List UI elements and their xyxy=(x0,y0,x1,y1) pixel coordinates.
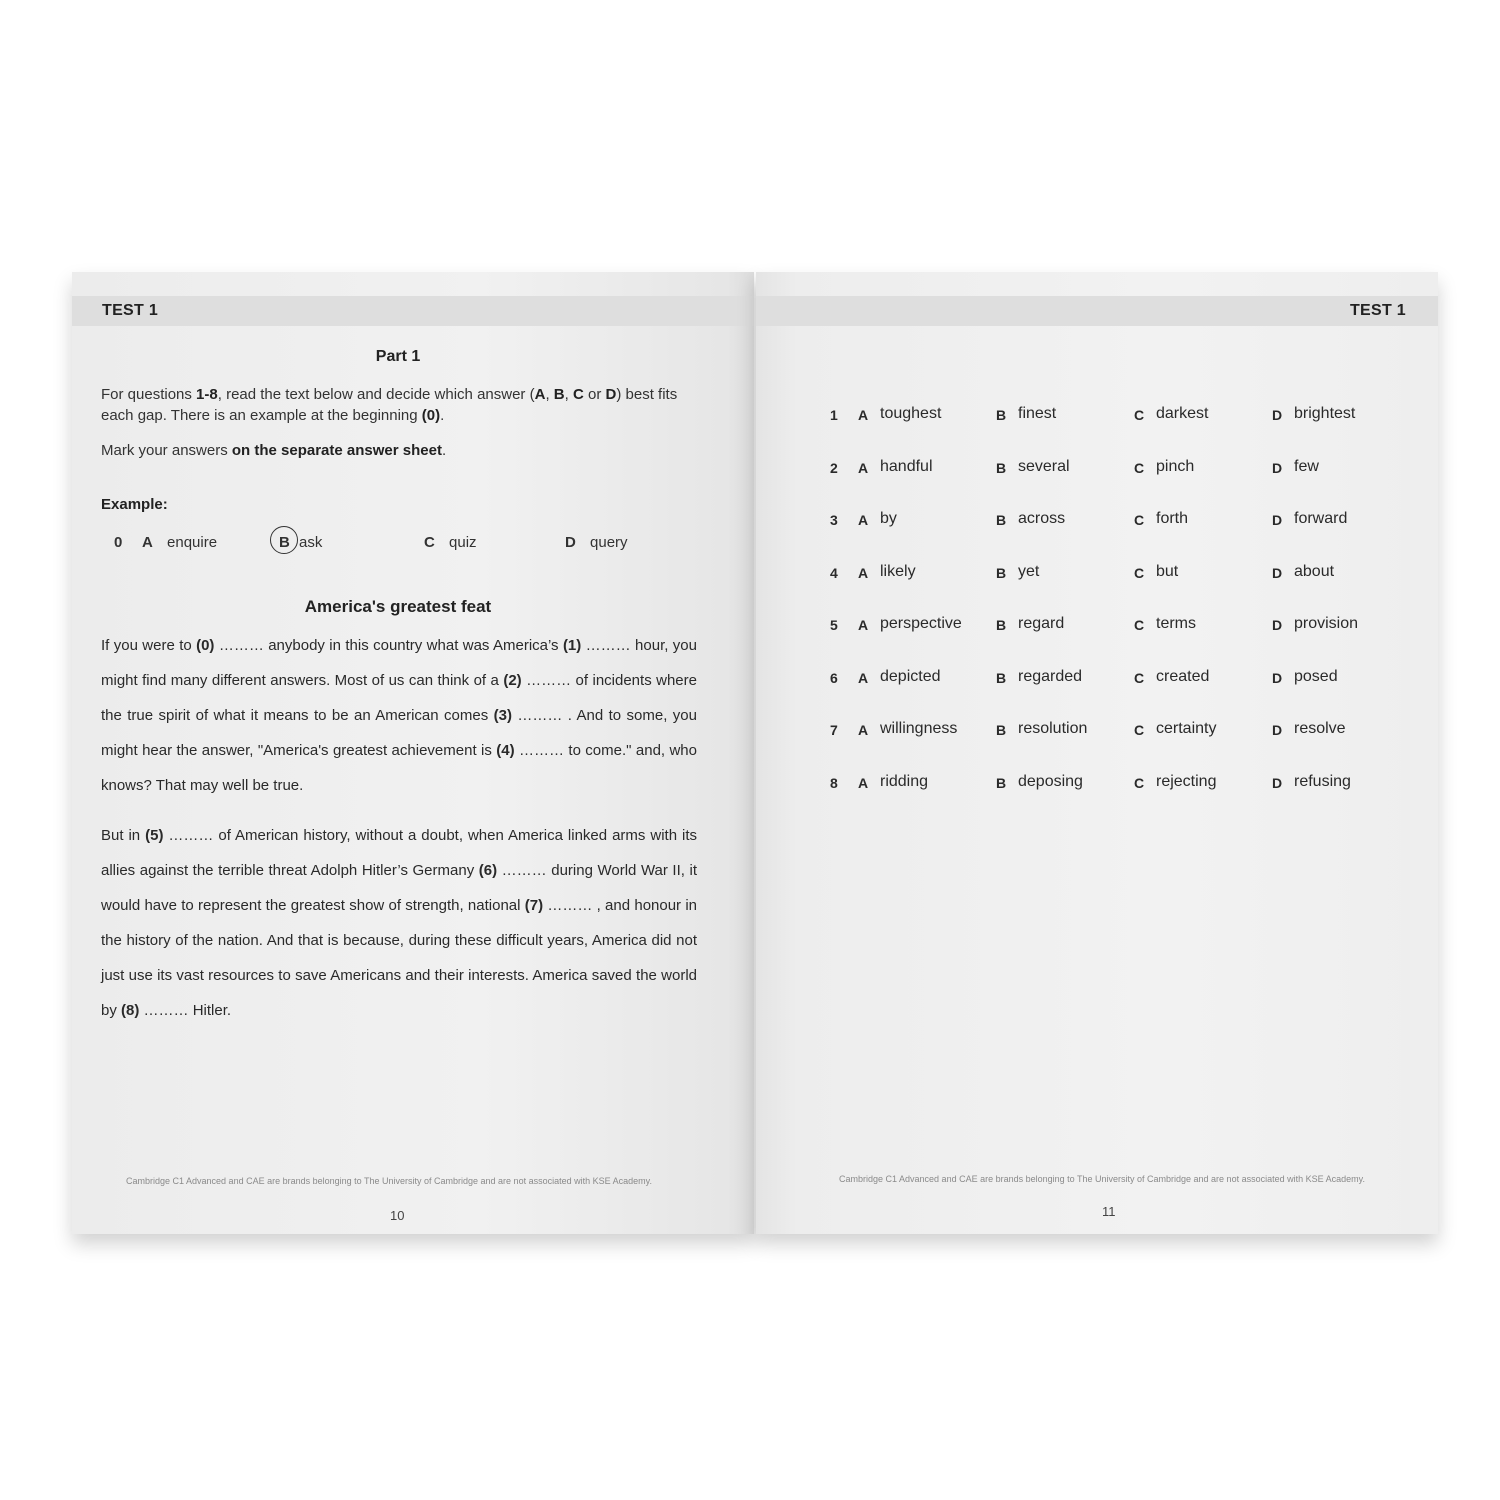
text-run: If you were to xyxy=(101,637,197,654)
instr-text: or xyxy=(583,386,606,403)
option-word: likely xyxy=(880,562,916,580)
option-word: several xyxy=(1018,457,1070,475)
instr-bold: B xyxy=(553,386,565,403)
gap-number: (2) xyxy=(503,672,522,689)
instr-text: . xyxy=(440,407,445,424)
instr-bold: on the separate answer sheet xyxy=(231,442,442,459)
option-word: certainty xyxy=(1156,720,1217,737)
question-row xyxy=(756,720,1438,744)
option-letter: D xyxy=(1272,564,1283,581)
option-letter: B xyxy=(996,459,1007,476)
instr-text: . xyxy=(441,442,447,459)
option-word: deposing xyxy=(1018,772,1083,790)
example-option-d xyxy=(565,534,628,551)
instructions-paragraph xyxy=(101,384,701,426)
option-word: toughest xyxy=(880,405,942,422)
question-number: 1 xyxy=(830,407,838,423)
option-word: pinch xyxy=(1156,457,1195,475)
right-header-bar xyxy=(756,296,1438,326)
gap-number: (1) xyxy=(562,637,582,654)
option-letter: D xyxy=(1272,512,1283,528)
option-word: handful xyxy=(880,457,933,475)
option-word: rejecting xyxy=(1156,772,1217,790)
left-header-bar xyxy=(72,296,754,326)
option-letter: A xyxy=(858,512,869,528)
question-number: 8 xyxy=(830,774,838,791)
option-word: ridding xyxy=(880,772,929,790)
page-number: 10 xyxy=(390,1208,405,1223)
instr-text: , xyxy=(564,386,573,403)
left-page xyxy=(72,272,754,1234)
left-header-title: TEST 1 xyxy=(102,302,159,319)
question-number: 7 xyxy=(830,722,838,738)
option-word: regard xyxy=(1018,615,1065,632)
option-word: forth xyxy=(1156,510,1189,527)
text-run: ……… hour, you might find many different answers. Most of us can think of a xyxy=(101,637,697,689)
gap-number: (7) xyxy=(524,897,544,914)
option-word: about xyxy=(1294,562,1335,580)
gap-number: (0) xyxy=(196,637,215,654)
instr-bold: 1-8 xyxy=(196,386,218,403)
text-title: America's greatest feat xyxy=(304,597,492,616)
option-word: depicted xyxy=(880,667,941,685)
option-word: regarded xyxy=(1018,667,1083,685)
option-letter: B xyxy=(996,722,1007,738)
option-word: resolution xyxy=(1018,720,1088,737)
instr-text: ) best fits each gap. There is an example at the beginning xyxy=(101,386,678,424)
option-letter: B xyxy=(996,617,1007,633)
option-letter: C xyxy=(1134,512,1145,528)
instr-text: For questions xyxy=(101,386,197,403)
option-letter: B xyxy=(996,512,1007,528)
instr-text: , xyxy=(545,386,554,403)
answer-sheet-instruction xyxy=(101,440,701,461)
option-letter: A xyxy=(858,617,869,633)
option-word: posed xyxy=(1294,667,1338,685)
option-letter: D xyxy=(1272,459,1283,476)
right-page xyxy=(756,272,1438,1234)
question-number: 3 xyxy=(830,512,838,528)
option-letter: C xyxy=(1134,722,1145,738)
footer-disclaimer: Cambridge C1 Advanced and CAE are brands belonging to The University of Cambridge and are not associated with KSE Academy. xyxy=(839,1174,1365,1184)
gap-number: (5) xyxy=(145,827,164,844)
example-option-c xyxy=(424,534,477,551)
question-row xyxy=(756,510,1438,534)
option-letter: D xyxy=(1272,407,1283,423)
text-run: ……… , and honour in the history of the nation. And that is because, during these difficult years, America did not just use its vast resources to save Americans and their interests. America saved the world by xyxy=(101,897,697,1019)
option-word: finest xyxy=(1018,405,1057,422)
paragraph-1 xyxy=(101,628,697,803)
option-letter: A xyxy=(858,722,869,738)
text-run: ……… of incidents where the true spirit of what it means to be an American comes xyxy=(101,672,697,724)
gap-number: (4) xyxy=(496,742,515,759)
example-option-a xyxy=(142,534,217,551)
example-option-b-selected xyxy=(279,534,323,551)
option-letter: A xyxy=(858,669,869,686)
option-word: enquire xyxy=(167,534,218,551)
option-word: by xyxy=(880,510,897,527)
option-letter: A xyxy=(858,407,869,423)
option-word: forward xyxy=(1294,510,1348,527)
option-word: refusing xyxy=(1294,772,1351,790)
option-word: quiz xyxy=(449,534,477,551)
gap-number: (3) xyxy=(493,707,512,724)
instr-text: , read the text below and decide which answer ( xyxy=(217,386,535,403)
paragraph-2 xyxy=(101,818,697,1028)
option-word: brightest xyxy=(1294,405,1356,422)
option-word: across xyxy=(1018,510,1066,527)
option-letter: D xyxy=(1272,774,1283,791)
text-run: ……… . And to some, you might hear the answer, "America's greatest achievement is xyxy=(101,707,697,759)
instr-text: Mark your answers xyxy=(101,442,232,459)
instr-bold: A xyxy=(534,386,546,403)
option-letter: C xyxy=(424,534,435,551)
option-word: query xyxy=(590,534,628,551)
question-row xyxy=(756,458,1438,482)
option-word: darkest xyxy=(1156,405,1209,422)
question-row xyxy=(756,668,1438,692)
option-word: resolve xyxy=(1294,720,1346,737)
question-row xyxy=(756,405,1438,429)
example-number xyxy=(114,534,122,551)
option-word: ask xyxy=(299,534,323,551)
question-number: 2 xyxy=(830,459,838,476)
option-letter: D xyxy=(1272,617,1283,633)
example-label: Example: xyxy=(101,496,168,513)
option-word: willingness xyxy=(880,720,958,737)
option-letter: B xyxy=(996,669,1007,686)
right-header-title: TEST 1 xyxy=(1349,302,1406,319)
option-letter: A xyxy=(142,534,153,551)
option-letter: D xyxy=(1272,669,1283,686)
option-letter: C xyxy=(1134,407,1145,423)
option-word: yet xyxy=(1018,562,1040,580)
part-title: Part 1 xyxy=(375,348,421,365)
option-word: few xyxy=(1294,457,1319,475)
option-letter: A xyxy=(858,459,869,476)
option-letter: C xyxy=(1134,669,1145,686)
text-run: ……… during World War II, it would have to represent the greatest show of strength, national xyxy=(101,862,697,914)
option-word: terms xyxy=(1156,615,1196,632)
option-letter: D xyxy=(1272,722,1283,738)
question-row xyxy=(756,773,1438,797)
instr-bold: C xyxy=(572,386,584,403)
question-row xyxy=(756,563,1438,587)
option-letter: A xyxy=(858,774,869,791)
instr-bold: D xyxy=(605,386,617,403)
option-letter: B xyxy=(996,564,1007,581)
text-run: ……… anybody in this country what was America’s xyxy=(214,637,563,654)
text-run: But in xyxy=(101,827,146,844)
question-number: 6 xyxy=(830,669,838,686)
option-word: provision xyxy=(1294,615,1359,632)
text-run: ……… to come." and, who knows? That may well be true. xyxy=(101,742,697,794)
option-letter: B xyxy=(996,774,1007,791)
footer-disclaimer: Cambridge C1 Advanced and CAE are brands belonging to The University of Cambridge and are not associated with KSE Academy. xyxy=(126,1176,652,1186)
option-letter: A xyxy=(858,564,869,581)
option-letter: C xyxy=(1134,564,1145,581)
option-word: perspective xyxy=(880,615,962,632)
option-letter: B xyxy=(279,534,290,551)
option-letter: C xyxy=(1134,774,1145,791)
option-letter: B xyxy=(996,407,1007,423)
option-letter: C xyxy=(1134,459,1145,476)
option-letter: C xyxy=(1134,617,1145,633)
question-number: 5 xyxy=(830,617,838,633)
text-run: ……… Hitler. xyxy=(139,1002,232,1019)
option-letter: D xyxy=(565,534,576,551)
example-number-text: 0 xyxy=(114,534,123,551)
question-number: 4 xyxy=(830,564,838,581)
gap-number: (6) xyxy=(478,862,498,879)
text-run: ……… of American history, without a doubt, when America linked arms with its allies against the terrible threat Adolph Hitler’s Germany xyxy=(101,827,697,879)
page-number: 11 xyxy=(1102,1204,1116,1219)
option-word: created xyxy=(1156,667,1210,685)
option-word: but xyxy=(1156,562,1179,580)
instr-bold: (0) xyxy=(421,407,441,424)
question-row xyxy=(756,615,1438,639)
gap-number: (8) xyxy=(121,1002,140,1019)
